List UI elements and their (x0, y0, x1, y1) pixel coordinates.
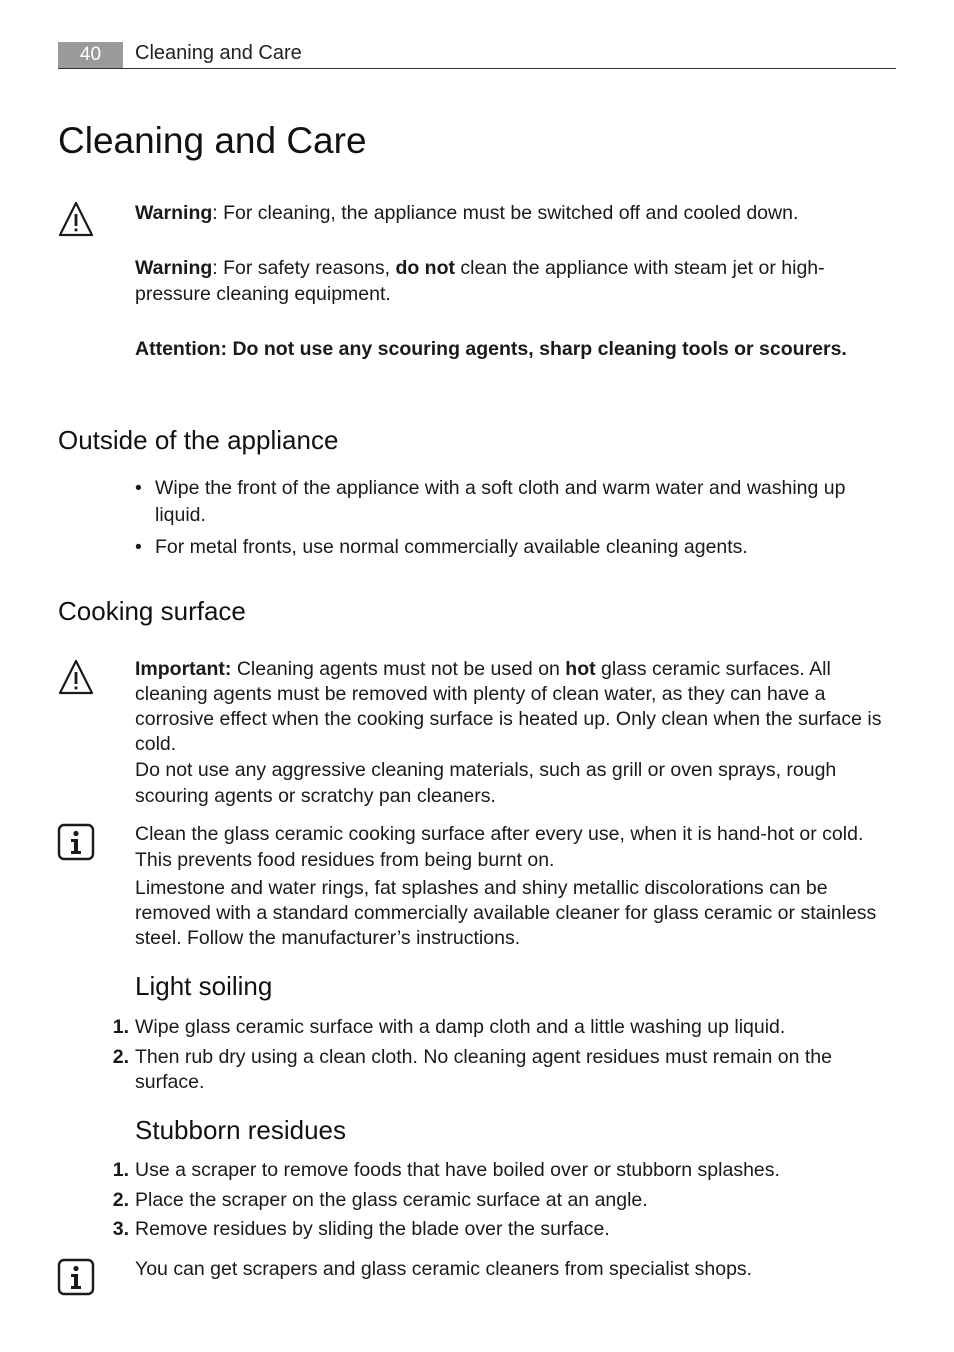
subheading-light-soiling: Light soiling (135, 971, 273, 1001)
info-scraper-shops: You can get scrapers and glass ceramic cleaners from specialist shops. (135, 1258, 753, 1280)
warning-switch-off (135, 200, 895, 226)
running-header-title: Cleaning and Care (135, 42, 302, 64)
step-number: 2. (112, 1046, 129, 1068)
important-text: Cleaning agents must not be used on (231, 658, 566, 680)
step-number: 1. (112, 1016, 129, 1038)
important-note (135, 657, 895, 757)
attention-note: Attention: Do not use any scouring agents, sharp cleaning tools or scourers. (135, 338, 847, 360)
page-number: 40 (79, 44, 102, 65)
list-item (135, 534, 895, 561)
step-text: Then rub dry using a clean cloth. No cleaning agent residues must remain on the surface. (135, 1046, 832, 1093)
list-item (112, 1015, 895, 1040)
warning-label: Warning (135, 257, 213, 279)
step-text: Place the scraper on the glass ceramic surface at an angle. (135, 1189, 648, 1211)
step-number: 2. (112, 1189, 129, 1211)
warning-triangle-icon (57, 658, 95, 696)
list-item-text: For metal fronts, use normal commercially available cleaning agents. (155, 536, 748, 558)
important-label: Important: (135, 658, 232, 680)
step-text: Wipe glass ceramic surface with a damp cloth and a little washing up liquid. (135, 1016, 786, 1038)
list-item (112, 1217, 895, 1242)
list-item (112, 1188, 895, 1213)
header-divider (58, 68, 896, 69)
subheading-stubborn-residues: Stubborn residues (135, 1115, 347, 1145)
important-text: glass ceramic surfaces. All cleaning agents must be removed with plenty of clean water, as they can have a corrosive effect when the cooking surface is heated up. Only clean when the surface is cold. (135, 658, 882, 755)
warning-text: : For cleaning, the appliance must be switched off and cooled down. (212, 202, 799, 224)
page-title: Cleaning and Care (58, 120, 367, 161)
step-number: 1. (112, 1159, 129, 1181)
warning-triangle-icon (57, 200, 95, 238)
info-limestone: Limestone and water rings, fat splashes and shiny metallic discolorations can be removed with a standard commercially available cleaner for glass ceramic or stainless steel. Follow the manufacturer’s instructions. (135, 877, 877, 949)
info-clean-after-use: Clean the glass ceramic cooking surface after every use, when it is hand-hot or cold. This prevents food residues from being burnt on. (135, 823, 864, 871)
section-heading-outside: Outside of the appliance (58, 425, 339, 455)
list-item (112, 1045, 895, 1095)
section-heading-cooking: Cooking surface (58, 596, 246, 626)
aggressive-materials-note: Do not use any aggressive cleaning materials, such as grill or oven sprays, rough scouring agents or scratchy pan cleaners. (135, 759, 837, 807)
step-text: Use a scraper to remove foods that have boiled over or stubborn splashes. (135, 1159, 780, 1181)
warning-text: : For safety reasons, (212, 257, 396, 279)
bullet-dot: • (135, 477, 142, 499)
step-number: 3. (112, 1218, 129, 1240)
info-icon (57, 1258, 95, 1296)
warning-steam-jet (135, 255, 897, 307)
warning-text: clean the appliance with steam jet or high-pressure cleaning equipment. (135, 257, 825, 305)
list-item (112, 1158, 895, 1183)
list-item-text: Wipe the front of the appliance with a soft cloth and warm water and washing up liquid. (155, 477, 846, 526)
list-item (135, 475, 895, 529)
info-icon (57, 823, 95, 861)
bullet-dot: • (135, 536, 142, 558)
emphasis-hot: hot (565, 658, 596, 680)
warning-label: Warning (135, 202, 213, 224)
emphasis-do-not: do not (395, 257, 455, 279)
step-text: Remove residues by sliding the blade over the surface. (135, 1218, 610, 1240)
